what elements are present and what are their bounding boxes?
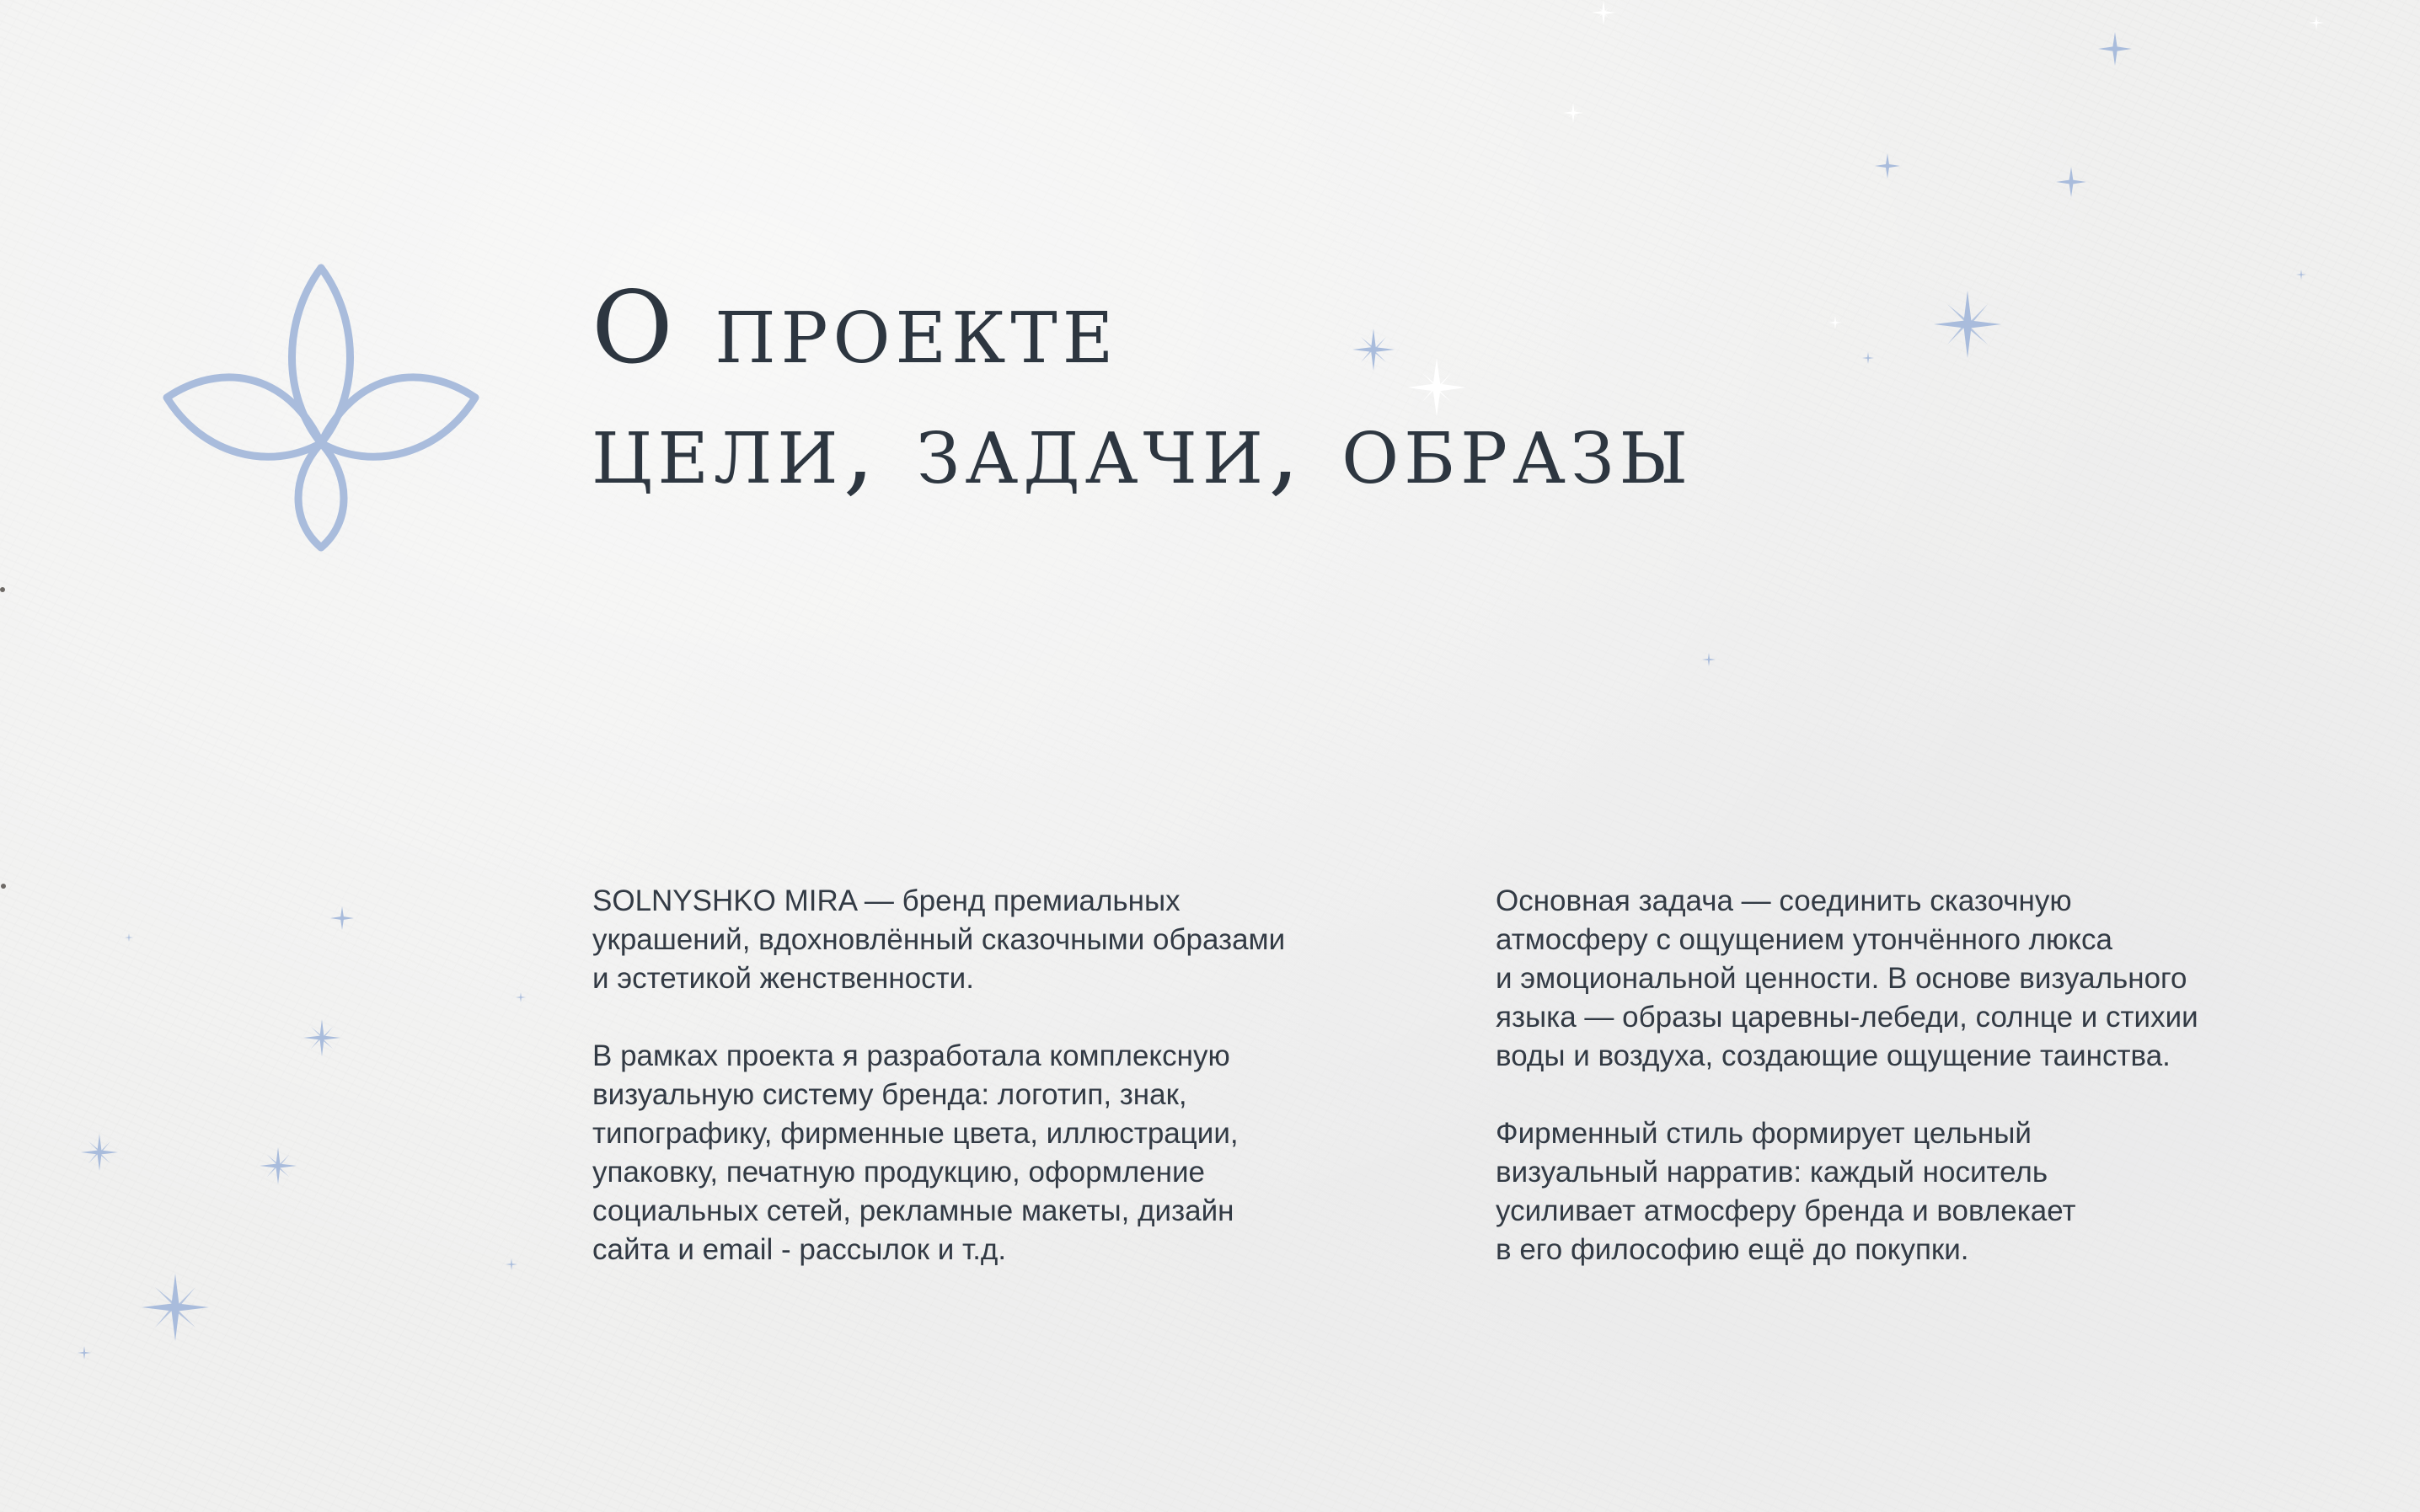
text-column-right xyxy=(1496,882,2305,1308)
paragraph: SOLNYSHKO MIRA — бренд премиальных украшений, вдохновлённый сказочными образами и эстетикой женственности. xyxy=(592,884,1286,995)
sparkle-star-icon xyxy=(78,906,526,1360)
text-column-left xyxy=(592,882,1401,1308)
title-line-2: цели, задачи, образы xyxy=(592,390,1694,506)
speck xyxy=(1,884,6,889)
paragraph: В рамках проекта я разработала комплексную визуальную систему бренда: логотип, знак, типографику, фирменные цвета, иллюстрации, упаковку, печатную продукцию, оформление социальных сетей, рекламные макеты, дизайн сайта и email - рассылок и т.д. xyxy=(592,1039,1239,1266)
speck xyxy=(0,587,5,592)
four-petal-knot-icon xyxy=(167,268,475,548)
page-title xyxy=(592,268,1693,509)
paragraph: Основная задача — соединить сказочную атмосферу с ощущением утончённого люкса и эмоциональной ценности. В основе визуального языка — образы царевны-лебеди, солнце и стихии воды и воздуха, создающие ощущение таинства. xyxy=(1496,884,2198,1072)
paragraph: Фирменный стиль формирует цельный визуальный нарратив: каждый носитель усиливает атмосферу бренда и вовлекает в его философию ещё до покупки. xyxy=(1496,1117,2076,1266)
title-line-1: О проекте xyxy=(592,270,1119,386)
